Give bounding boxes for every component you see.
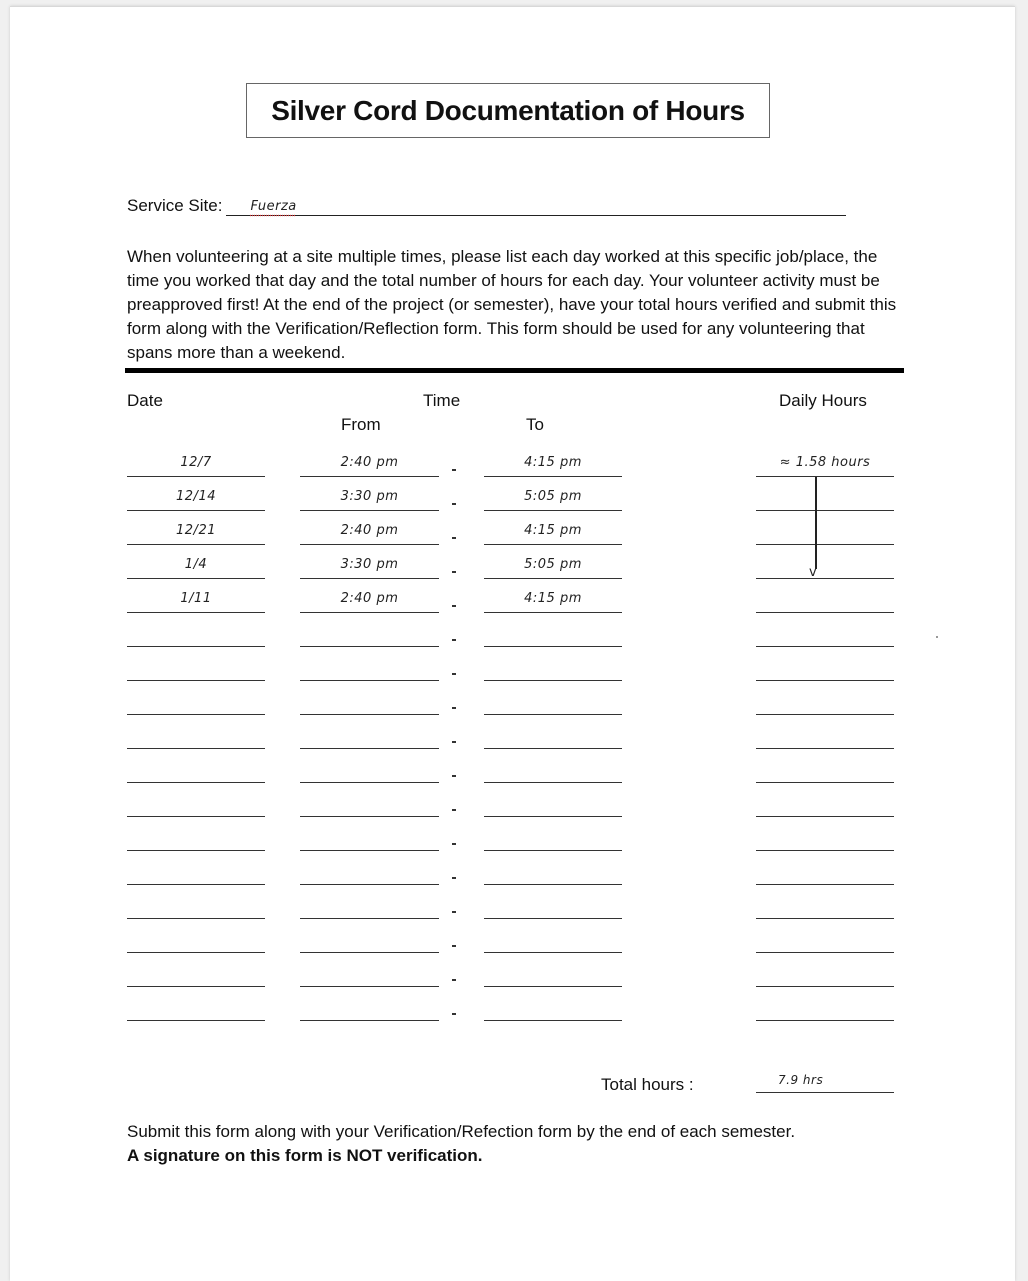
instructions-text: When volunteering at a site multiple times, please list each day worked at this specific job/place, the time you worked that day and the total number of hours for each day. Your volunteer activity must be preapproved first! At the end of the project (or semester), have your total hours verified and submit this form along with the Verification/Reflection form. This form should be used for any volunteering that spans more than a weekend. [127, 247, 897, 362]
daily-hours-field[interactable] [756, 689, 894, 715]
time-separator [452, 877, 456, 879]
to-time-field[interactable] [484, 927, 622, 953]
footer-warning: A signature on this form is NOT verification. [127, 1146, 483, 1165]
date-field[interactable] [127, 689, 265, 715]
date-field[interactable] [127, 961, 265, 987]
table-row [10, 783, 1010, 817]
daily-hours-field[interactable] [756, 995, 894, 1021]
table-row [10, 919, 1010, 953]
table-row [10, 817, 1010, 851]
page-title: Silver Cord Documentation of Hours [271, 94, 745, 126]
service-site-label: Service Site: [127, 196, 223, 215]
time-separator [452, 979, 456, 981]
date-field[interactable] [127, 723, 265, 749]
time-separator [452, 911, 456, 913]
daily-hours-field[interactable] [756, 485, 894, 511]
date-field[interactable] [127, 859, 265, 885]
time-separator [452, 707, 456, 709]
daily-hours-field[interactable] [756, 553, 894, 579]
table-row [10, 681, 1010, 715]
table-row [10, 545, 1010, 579]
table-row [10, 511, 1010, 545]
from-time-field[interactable] [300, 859, 439, 885]
daily-hours-field[interactable] [756, 893, 894, 919]
table-row [10, 613, 1010, 647]
to-time-field[interactable]: 4:15 pm [484, 451, 622, 477]
footer-note: Submit this form along with your Verification/Refection form by the end of each semester. [127, 1122, 796, 1141]
to-time-field[interactable]: 4:15 pm [484, 519, 622, 545]
from-time-field[interactable]: 2:40 pm [300, 451, 439, 477]
title-box [246, 83, 770, 138]
date-field[interactable] [127, 791, 265, 817]
date-field[interactable]: 12/7 [127, 451, 265, 477]
time-separator [452, 809, 456, 811]
date-field[interactable] [127, 893, 265, 919]
daily-hours-field[interactable] [756, 825, 894, 851]
column-header-to: To [526, 415, 544, 434]
ditto-arrow-icon: v [809, 565, 817, 580]
scan-speck [936, 636, 938, 638]
table-row [10, 851, 1010, 885]
time-separator [452, 673, 456, 675]
column-header-time: Time [423, 391, 461, 410]
document-page [10, 6, 1015, 1281]
time-separator [452, 775, 456, 777]
date-field[interactable] [127, 621, 265, 647]
daily-hours-field[interactable] [756, 859, 894, 885]
to-time-field[interactable] [484, 723, 622, 749]
time-separator [452, 571, 456, 573]
to-time-field[interactable] [484, 961, 622, 987]
ditto-arrow-line [815, 477, 817, 569]
service-site-field[interactable] [226, 193, 846, 216]
table-row [10, 987, 1010, 1021]
time-separator [452, 639, 456, 641]
time-separator [452, 945, 456, 947]
date-field[interactable] [127, 927, 265, 953]
time-separator [452, 1013, 456, 1015]
daily-hours-field[interactable] [756, 621, 894, 647]
section-divider [125, 368, 904, 373]
to-time-field[interactable] [484, 893, 622, 919]
date-field[interactable] [127, 655, 265, 681]
from-time-field[interactable] [300, 655, 439, 681]
daily-hours-field[interactable] [756, 961, 894, 987]
from-time-field[interactable]: 3:30 pm [300, 485, 439, 511]
date-field[interactable]: 1/4 [127, 553, 265, 579]
column-header-date: Date [127, 391, 163, 410]
time-separator [452, 741, 456, 743]
to-time-field[interactable]: 5:05 pm [484, 553, 622, 579]
daily-hours-field[interactable] [756, 587, 894, 613]
table-row [10, 953, 1010, 987]
daily-hours-field[interactable] [756, 723, 894, 749]
daily-hours-field[interactable] [756, 927, 894, 953]
daily-hours-field[interactable] [756, 655, 894, 681]
from-time-field[interactable] [300, 723, 439, 749]
table-row [10, 579, 1010, 613]
from-time-field[interactable]: 3:30 pm [300, 553, 439, 579]
to-time-field[interactable] [484, 655, 622, 681]
column-header-from: From [341, 415, 381, 434]
from-time-field[interactable] [300, 791, 439, 817]
from-time-field[interactable] [300, 961, 439, 987]
date-field[interactable]: 12/21 [127, 519, 265, 545]
table-row [10, 749, 1010, 783]
date-field[interactable] [127, 995, 265, 1021]
daily-hours-field[interactable]: ≈ 1.58 hours [756, 451, 894, 477]
to-time-field[interactable] [484, 621, 622, 647]
time-separator [452, 503, 456, 505]
daily-hours-field[interactable] [756, 791, 894, 817]
date-field[interactable] [127, 825, 265, 851]
to-time-field[interactable] [484, 859, 622, 885]
to-time-field[interactable]: 5:05 pm [484, 485, 622, 511]
from-time-field[interactable] [300, 825, 439, 851]
daily-hours-field[interactable] [756, 757, 894, 783]
table-row [10, 647, 1010, 681]
from-time-field[interactable] [300, 757, 439, 783]
total-hours-label: Total hours : [601, 1075, 694, 1094]
date-field[interactable]: 1/11 [127, 587, 265, 613]
date-field[interactable]: 12/14 [127, 485, 265, 511]
time-separator [452, 469, 456, 471]
service-site-row [127, 193, 846, 216]
daily-hours-field[interactable] [756, 519, 894, 545]
from-time-field[interactable] [300, 893, 439, 919]
from-time-field[interactable] [300, 621, 439, 647]
to-time-field[interactable] [484, 995, 622, 1021]
date-field[interactable] [127, 757, 265, 783]
table-row [10, 715, 1010, 749]
table-row [10, 477, 1010, 511]
table-row [10, 443, 1010, 477]
from-time-field[interactable] [300, 927, 439, 953]
to-time-field[interactable] [484, 689, 622, 715]
time-separator [452, 537, 456, 539]
to-time-field[interactable] [484, 825, 622, 851]
from-time-field[interactable] [300, 995, 439, 1021]
from-time-field[interactable]: 2:40 pm [300, 587, 439, 613]
to-time-field[interactable]: 4:15 pm [484, 587, 622, 613]
total-hours-field[interactable]: 7.9 hrs [756, 1069, 894, 1093]
from-time-field[interactable]: 2:40 pm [300, 519, 439, 545]
column-header-daily-hours: Daily Hours [779, 391, 867, 410]
to-time-field[interactable] [484, 757, 622, 783]
time-separator [452, 843, 456, 845]
table-row [10, 885, 1010, 919]
time-separator [452, 605, 456, 607]
from-time-field[interactable] [300, 689, 439, 715]
service-site-value: Fuerza [250, 199, 297, 214]
to-time-field[interactable] [484, 791, 622, 817]
